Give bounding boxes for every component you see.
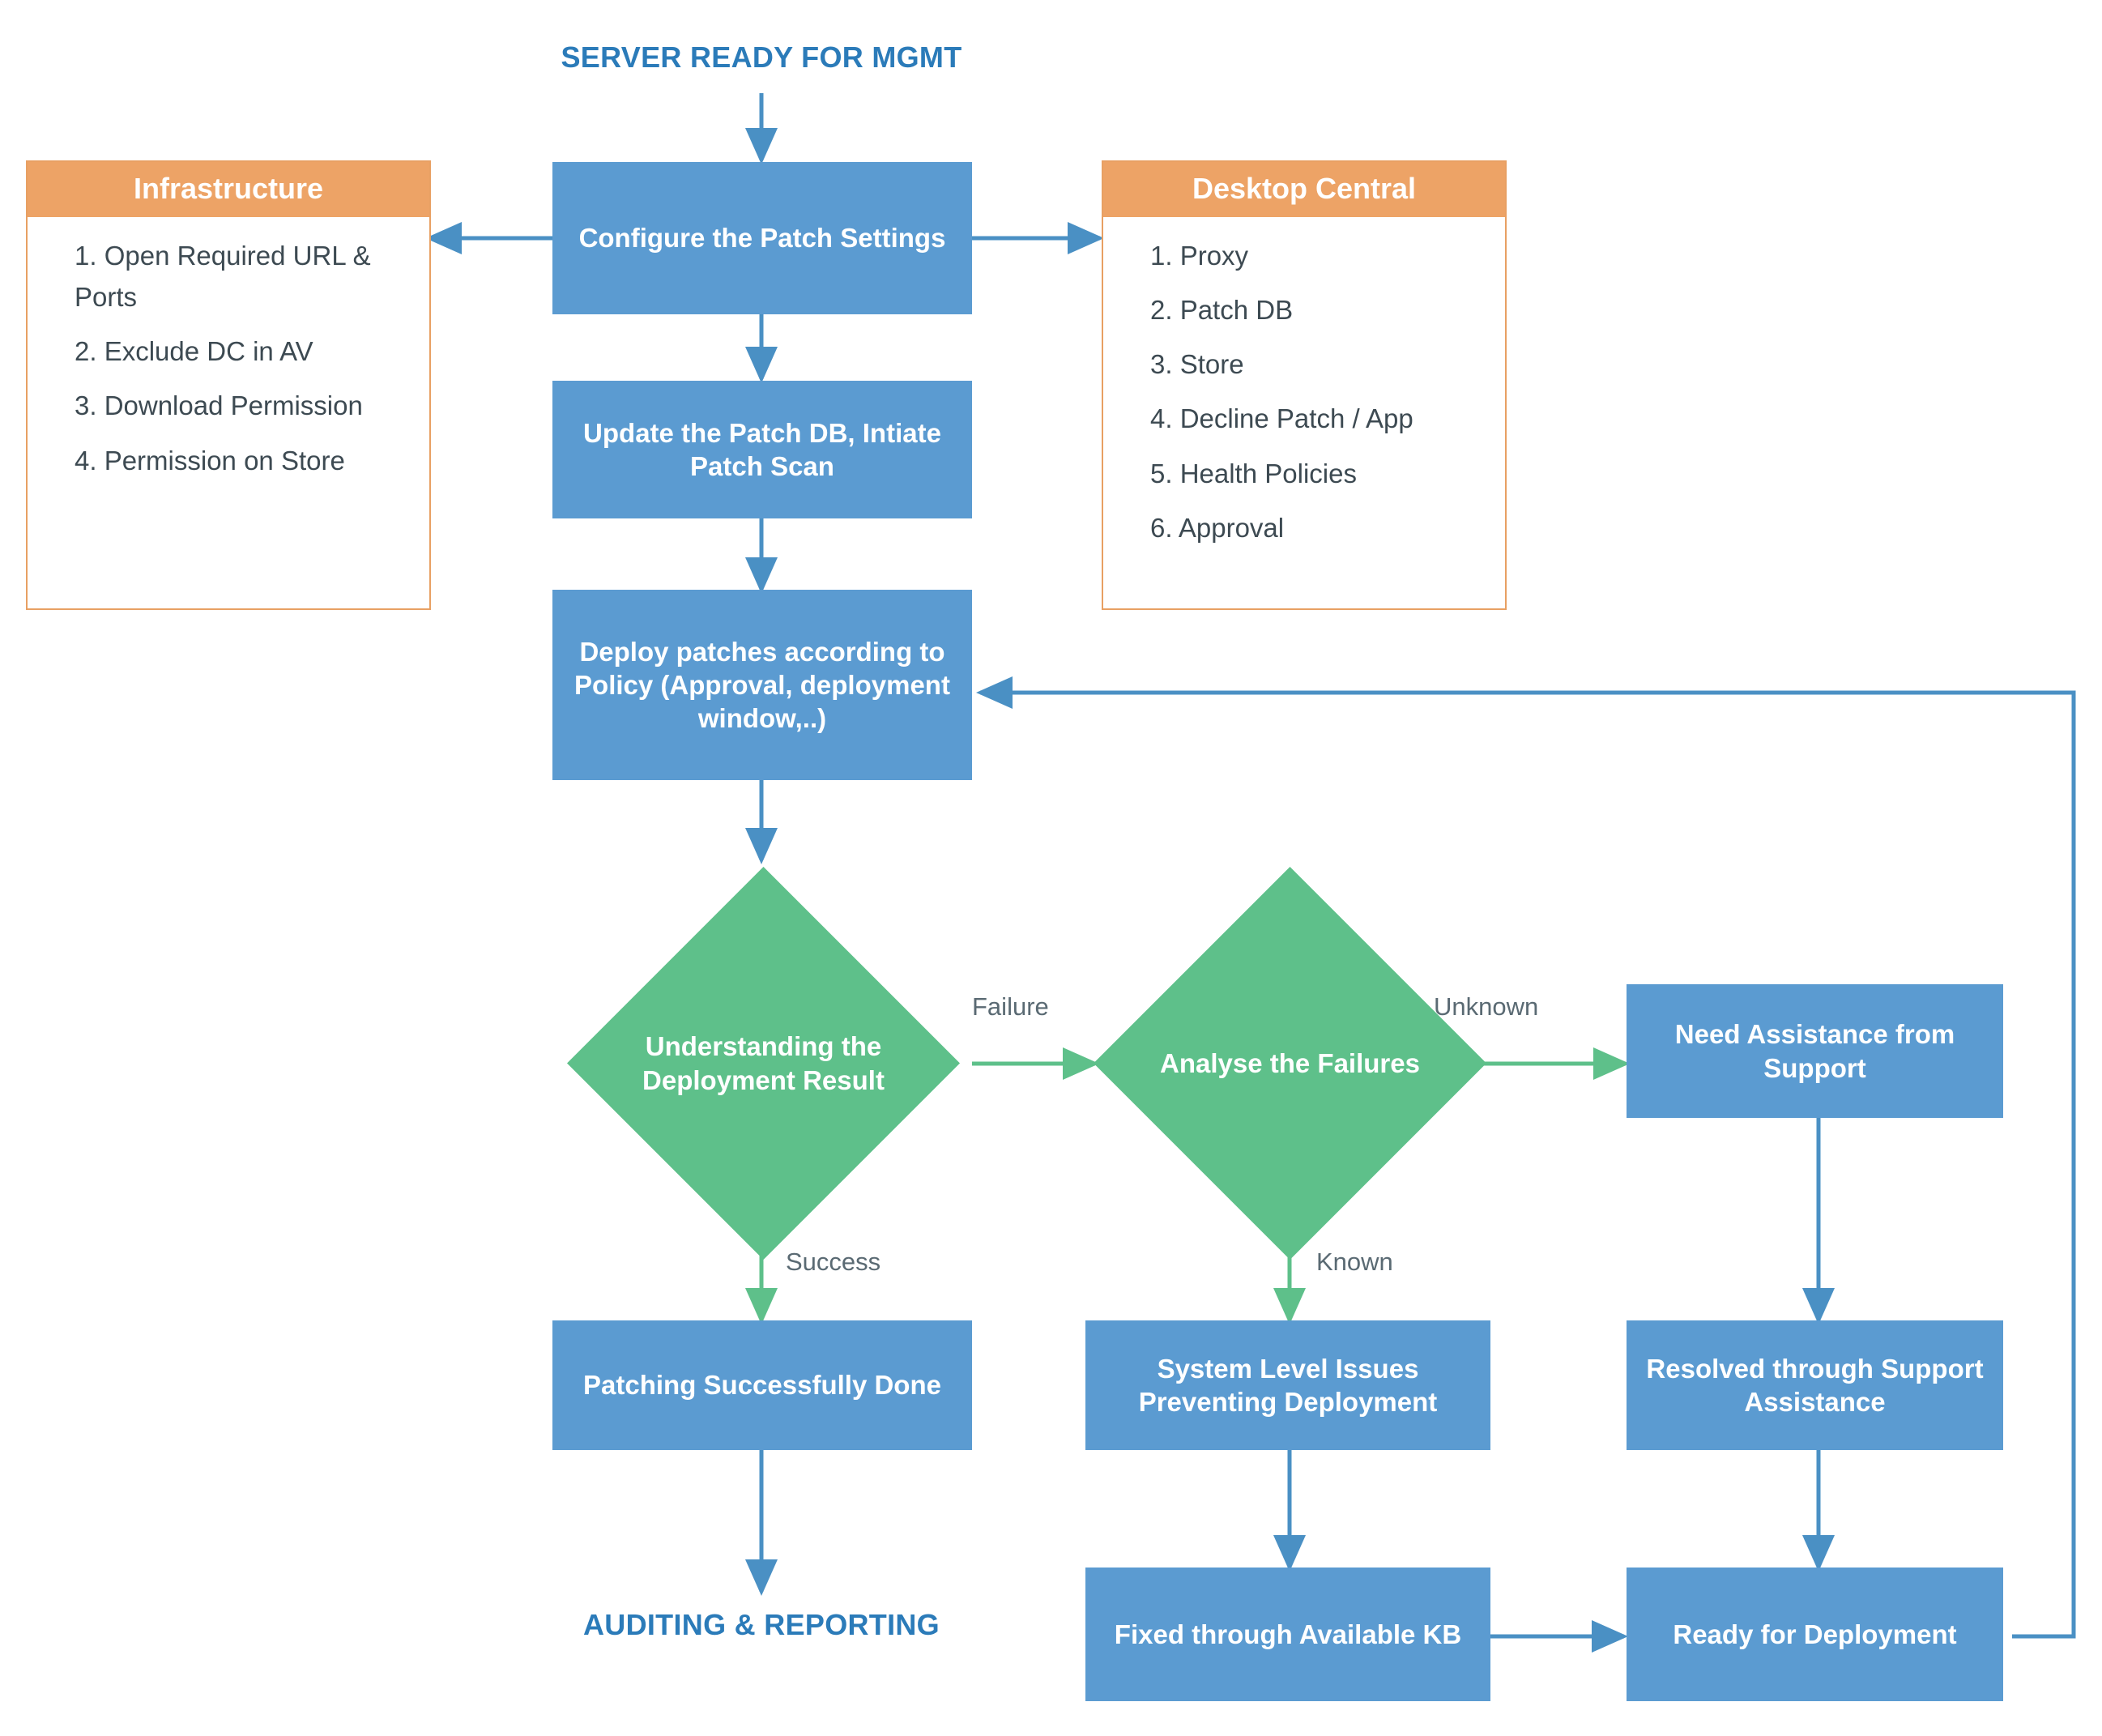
panel-infrastructure-header: Infrastructure: [28, 162, 429, 217]
list-item: 2. Patch DB: [1150, 295, 1294, 326]
list-item: 4. Permission on Store: [75, 445, 345, 476]
edge-label-unknown: Unknown: [1434, 992, 1539, 1021]
node-ready-for-deployment[interactable]: Ready for Deployment: [1627, 1568, 2003, 1701]
node-understanding-deployment-result[interactable]: [567, 867, 960, 1260]
edge-label-failure: Failure: [972, 992, 1049, 1021]
node-need-assistance[interactable]: Need Assistance from Support: [1627, 984, 2003, 1118]
node-update-patch-db[interactable]: Update the Patch DB, Intiate Patch Scan: [552, 381, 972, 518]
list-item: 1. Open Required URL & Ports: [75, 241, 371, 313]
list-item: 6. Approval: [1150, 512, 1285, 543]
terminal-auditing-reporting: AUDITING & REPORTING: [582, 1608, 940, 1641]
node-analyse-the-failures[interactable]: [1094, 867, 1486, 1260]
node-deploy-patches[interactable]: Deploy patches according to Policy (Approval, deployment window,..): [552, 590, 972, 780]
node-label: Analyse the Failures: [1160, 1047, 1420, 1078]
node-system-level-issues[interactable]: System Level Issues Preventing Deployment: [1085, 1320, 1490, 1450]
node-resolved-through-support[interactable]: Resolved through Support Assistance: [1627, 1320, 2003, 1450]
panel-desktop-central-header: Desktop Central: [1103, 162, 1505, 217]
list-item: 3. Download Permission: [75, 390, 363, 421]
panel-desktop-central-list: [1103, 217, 1505, 576]
list-item: 3. Store: [1150, 349, 1244, 380]
panel-desktop-central: [1102, 160, 1507, 610]
panel-infrastructure: [26, 160, 431, 610]
panel-infrastructure-list: [28, 217, 429, 509]
list-item: 1. Proxy: [1150, 241, 1249, 271]
list-item: 2. Exclude DC in AV: [75, 336, 313, 367]
list-item: 4. Decline Patch / App: [1150, 403, 1413, 434]
node-configure-patch-settings[interactable]: Configure the Patch Settings: [552, 162, 972, 314]
node-label: Understanding the Deployment Result: [642, 1031, 885, 1095]
edge-label-known: Known: [1316, 1248, 1393, 1276]
edge-label-success: Success: [786, 1248, 881, 1276]
node-fixed-through-kb[interactable]: Fixed through Available KB: [1085, 1568, 1490, 1701]
list-item: 5. Health Policies: [1150, 458, 1357, 488]
terminal-server-ready: SERVER READY FOR MGMT: [561, 41, 962, 74]
node-patching-done[interactable]: Patching Successfully Done: [552, 1320, 972, 1450]
